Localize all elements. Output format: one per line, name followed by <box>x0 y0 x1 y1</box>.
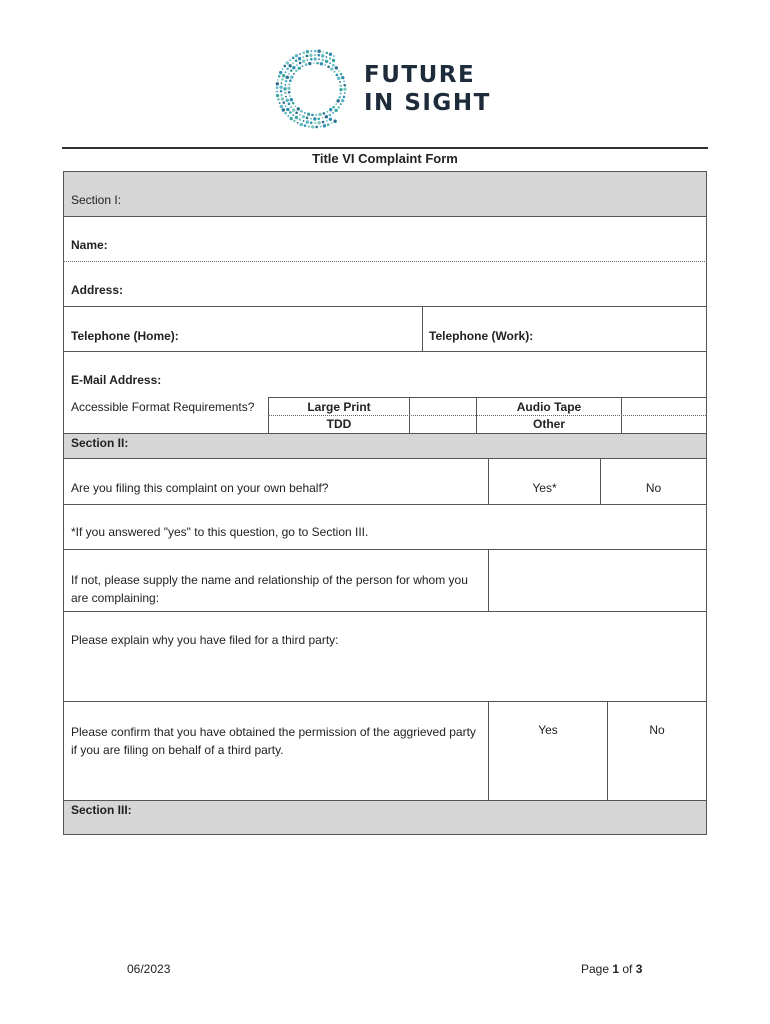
section-3-header <box>64 801 706 834</box>
tdd-checkbox[interactable] <box>410 416 475 432</box>
address-field[interactable] <box>64 262 706 306</box>
title-rule <box>62 147 708 149</box>
permission-yes-label: Yes <box>538 723 558 737</box>
page-prefix: Page <box>581 962 613 976</box>
own-behalf-no-label: No <box>645 481 662 495</box>
email-label: E-Mail Address: <box>71 373 162 387</box>
own-behalf-question: Are you filing this complaint on your own behalf? <box>71 481 329 495</box>
own-behalf-yes-label: Yes* <box>532 481 557 495</box>
section-3-heading: Section III: <box>71 803 132 817</box>
telephone-work-label: Telephone (Work): <box>429 329 534 343</box>
third-party-name-question: If not, please supply the name and relationship of the person for whom you are complaining: <box>71 573 468 605</box>
page-number: 1 <box>612 962 620 976</box>
footer-page-indicator <box>581 962 642 976</box>
section-1-header <box>64 172 706 216</box>
other-checkbox[interactable] <box>622 416 706 432</box>
audio-tape-checkbox[interactable] <box>622 398 706 414</box>
address-label: Address: <box>71 283 124 297</box>
other-label: Other <box>532 417 565 431</box>
logo-line-2: IN SIGHT <box>364 90 491 116</box>
audio-tape-label: Audio Tape <box>516 400 582 414</box>
permission-no-option[interactable] <box>608 702 706 799</box>
dotted-ring-icon <box>272 44 358 134</box>
permission-question: Please confirm that you have obtained the permission of the aggrieved party if you are filing on behalf of a third party. <box>71 725 476 757</box>
third-party-explain-field[interactable] <box>64 652 706 700</box>
telephone-home-label: Telephone (Home): <box>71 329 179 343</box>
logo-line-1: FUTURE <box>364 62 476 88</box>
name-label: Name: <box>71 238 108 252</box>
footer-date: 06/2023 <box>127 962 171 976</box>
third-party-explain-question: Please explain why you have filed for a third party: <box>71 633 339 647</box>
form-title: Title VI Complaint Form <box>312 151 458 166</box>
tdd-label: TDD <box>326 417 352 431</box>
permission-no-label: No <box>649 723 665 737</box>
future-in-sight-logo <box>272 44 502 134</box>
accessible-format-label: Accessible Format Requirements? <box>71 400 255 414</box>
section-2-header <box>64 434 706 458</box>
section-2-heading: Section II: <box>71 436 129 450</box>
third-party-name-field[interactable] <box>489 550 706 610</box>
name-field[interactable] <box>64 217 706 261</box>
large-print-checkbox[interactable] <box>410 398 475 414</box>
large-print-label: Large Print <box>307 400 371 414</box>
page-of: of <box>619 962 636 976</box>
section-2-note: *If you answered "yes" to this question, go to Section III. <box>71 525 369 539</box>
section-1-heading: Section I: <box>71 193 122 207</box>
permission-yes-option[interactable] <box>489 702 607 799</box>
page-total: 3 <box>635 962 643 976</box>
